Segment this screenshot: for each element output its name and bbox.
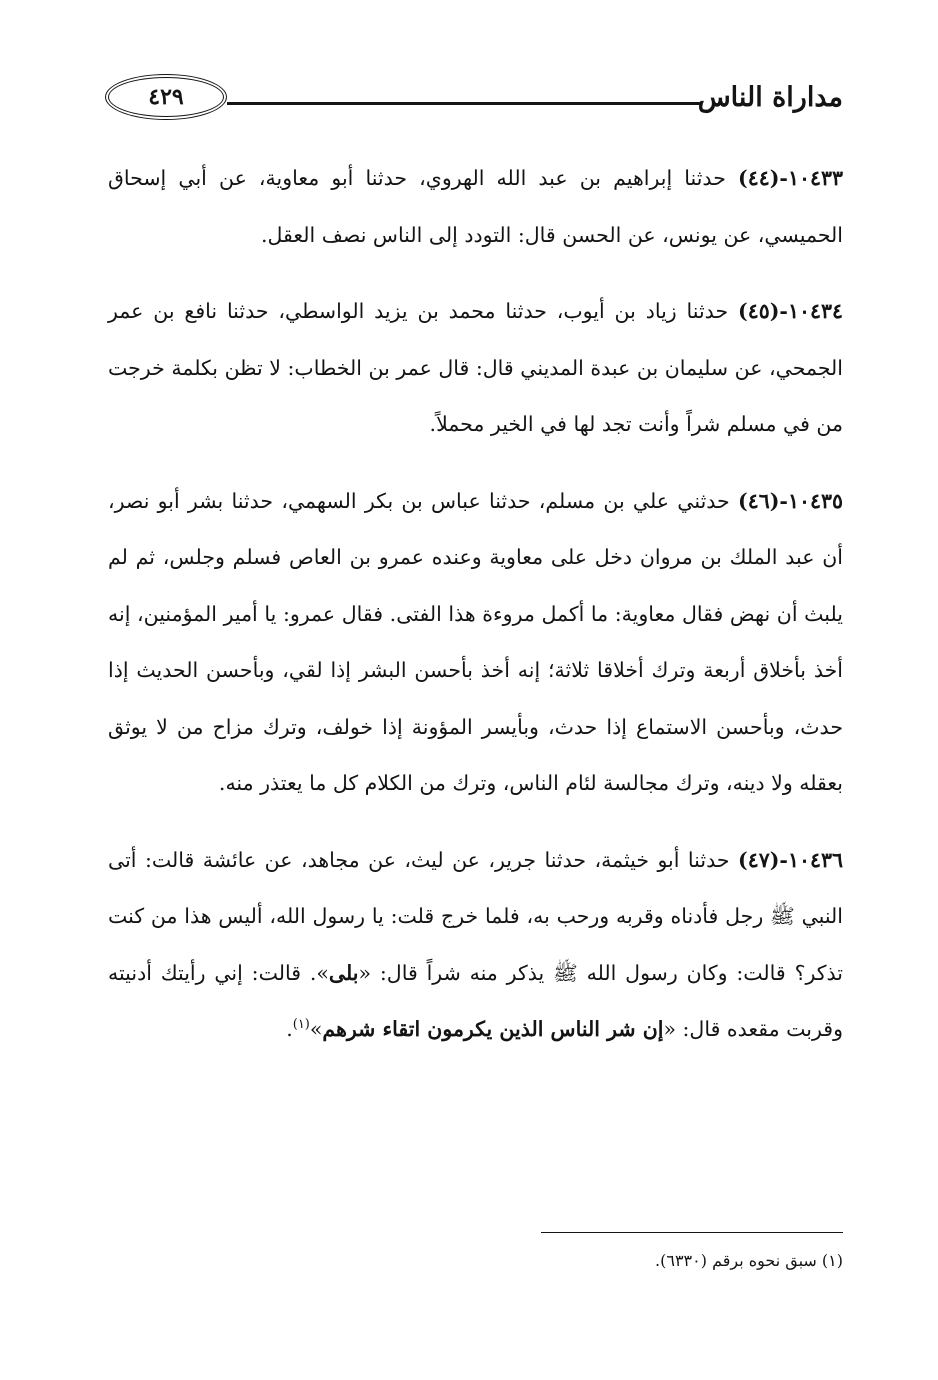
footnotes [108, 1246, 843, 1276]
hadith-entry [108, 283, 843, 453]
entry-text: حدثني علي بن مسلم، حدثنا عباس بن بكر السهمي، حدثنا بشر أبو نصر، أن عبد الملك بن مروان دخل على معاوية وعنده عمرو بن العاص فسلم وجلس، ثم لم يلبث أن نهض فقال معاوية: ما أكمل مروءة هذا الفتى. فقال عمرو: يا أمير المؤمنين، إنه أخذ بأخلاق أربعة وترك أخلاقا ثلاثة؛ إنه أخذ بأحسن البشر إذا لقي، وبأحسن الحديث إذا حدث، وبأحسن الاستماع إذا حدث، وبأيسر المؤونة إذا خولف، وترك مزاح من لا يوثق بعقله ولا دينه، وترك مجالسة لئام الناس، وترك من الكلام كل ما يعتذر منه. [108, 488, 843, 795]
entry-number: ١٠٤٣٦-(٤٧) [737, 847, 843, 872]
entry-text: حدثنا زياد بن أيوب، حدثنا محمد بن يزيد الواسطي، حدثنا نافع بن عمر الجمحي، عن سليمان بن عبدة المديني قال: قال عمر بن الخطاب: لا تظن بكلمة خرجت من في مسلم شراً وأنت تجد لها في الخير محملاً. [108, 299, 843, 436]
footnote-separator [541, 1232, 843, 1233]
entry-number: ١٠٤٣٥-(٤٦) [737, 488, 843, 513]
hadith-entry [108, 150, 843, 263]
footnote-reference: (١) [292, 1017, 310, 1033]
entry-text: حدثنا أبو خيثمة، حدثنا جرير، عن ليث، عن مجاهد، عن عائشة قالت: أتى النبي ﷺ رجل فأدناه وقربه ورحب به، فلما خرج قلت: يا رسول الله، أليس هذا من كنت تذكر؟ قالت: وكان رسول الله ﷺ يذكر منه شراً قال: « [108, 847, 843, 985]
entry-text: » [309, 1017, 323, 1041]
prophet-quote: إن شر الناس الذين يكرمون اتقاء شرهم [322, 1017, 664, 1041]
prophet-quote: بلى [328, 960, 359, 985]
page-header [105, 72, 843, 128]
header-rule [227, 102, 701, 105]
footnote: (١) سبق نحوه برقم (٦٣٣٠). [655, 1251, 843, 1270]
entry-end-mark: . [286, 1017, 293, 1041]
entry-number: ١٠٤٣٤-(٤٥) [737, 299, 843, 323]
page-number-badge [105, 74, 227, 120]
page-number: ٤٢٩ [148, 84, 184, 110]
hadith-entry [108, 473, 843, 812]
running-title: مداراة الناس [697, 82, 843, 113]
entry-number: ١٠٤٣٣-(٤٤) [737, 166, 843, 190]
entry-text: حدثنا إبراهيم بن عبد الله الهروي، حدثنا أبو معاوية، عن أبي إسحاق الحميسي، عن يونس، عن الحسن قال: التودد إلى الناس نصف العقل. [108, 166, 843, 247]
entry-text: ». قالت: إني رأيتك أدنيته وقربت مقعده قال: « [108, 960, 843, 1041]
hadith-entry [108, 832, 843, 1058]
main-text [108, 150, 843, 1078]
